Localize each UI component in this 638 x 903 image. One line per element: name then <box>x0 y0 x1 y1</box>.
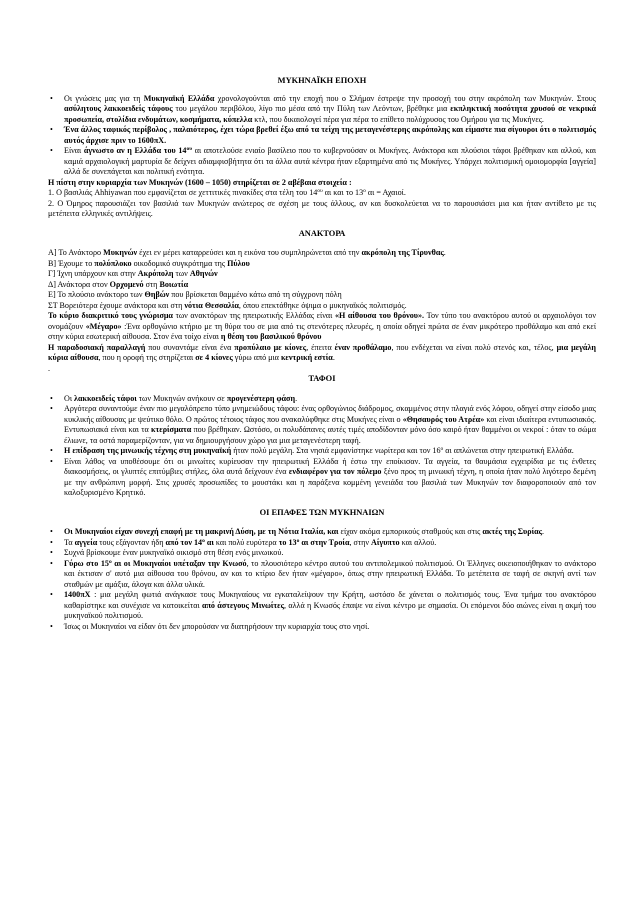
text-run: Αθηνών <box>189 269 218 278</box>
tombs-bullet-item <box>48 394 596 405</box>
bullet-text <box>64 94 596 124</box>
text-run: ο <box>440 446 444 452</box>
bullet-text <box>64 527 544 536</box>
intro-bullet-item <box>48 125 596 146</box>
bullet-text <box>64 394 297 403</box>
palaces-paragraph <box>48 248 596 259</box>
text-run: και πολύ ευρύτερα <box>213 537 279 547</box>
text-run: έχει εν μέρει καταρρεύσει και η εικόνα του συμπληρώνεται από την <box>137 248 362 257</box>
text-run: ΣΤ Βορειότερα έχουμε ανάκτορα και στη <box>48 300 185 310</box>
text-run: λακκοειδείς τάφοι <box>74 393 137 403</box>
text-run: Ακρόπολη <box>137 269 174 278</box>
intro-bullet-list <box>48 94 596 178</box>
text-run: προπύλαιο με κίονες <box>234 342 307 352</box>
text-run: αι στην Τροία <box>299 537 350 547</box>
text-run: Η παραδοσιακή παραλλαγή <box>48 342 146 352</box>
contacts-bullet-item <box>48 590 596 622</box>
text-run: , το πλουσιότερο κέντρο αυτού του αντιπολεμικού πολιτισμού. Οι Έλληνες οικειοποιήθηκαν το ανάκτορο και έκτισαν σ' αυτό μια αίθουσα του θρόνου, αν και το κτίριο δεν ήταν «μέγαρο», όπως στην ηπειρωτική Ελλάδα. Το μετέπειτα σε ταφή σε σκηνή αντί των σταθμών με αμάξια, άλογα και άλλα υλικά. <box>64 558 596 589</box>
bullet-text <box>64 622 369 631</box>
text-run: Γύρω στο 15 <box>64 558 109 568</box>
text-run: . <box>295 393 298 403</box>
contacts-bullet-list <box>48 527 596 632</box>
text-run: Αργότερα συναντούμε έναν πιο μεγαλόπρεπο τύπο μνημειώδους τάφου: ένας ορθογώνιος διάδρομος, σκαμμένος στην πλαγιά ενός λόφου, οδηγεί στην είσοδο μιας κυκλικής αίθουσας με ψεύτικο θόλο. Ο πρώτος τέτοιος τάφος που ανακαλύφθηκε στις Μυκήνες είναι ο <box>64 404 596 424</box>
text-run: και αλλού. <box>399 537 437 547</box>
text-run: από τον 14 <box>165 537 203 547</box>
text-run: «Θησαυρός του Ατρέα» <box>402 414 485 424</box>
text-run: στη <box>143 279 160 289</box>
text-run: Οι <box>64 393 75 403</box>
text-run: πολύπλοκο <box>94 258 132 268</box>
text-run: Η πίστη στην κυριαρχία των Μυκηνών (1600 – 1050) στηρίζεται σε 2 αβέβαια στοιχεία : <box>48 177 352 187</box>
palaces-trailing-dot: . <box>48 363 51 373</box>
text-run: «Η αίθουσα του θρόνου». <box>334 311 425 320</box>
contacts-bullet-item <box>48 548 596 559</box>
text-run: ο <box>202 537 205 544</box>
text-run: . <box>332 353 335 362</box>
bullet-icon: • <box>50 393 53 403</box>
intro-paragraph <box>48 188 596 199</box>
text-run: :Ένα ορθογώνιο κτήριο με τη θύρα του σε μια από τις στενότερες πλευρές, η οποία οδηγεί πρώτα σε έναν μικρότερο προθάλαμο και από εκεί στην κύρια εσωτερική αίθουσα. Στον ένα τοίχο είναι <box>48 321 596 341</box>
text-run: , που η οροφή της στηρίζεται <box>98 353 196 362</box>
text-run: αι αποτελούσε ενιαίο βασίλειο που το κυβερνούσαν οι Μυκήνες. Ανάκτορα και πλούσιοι τάφοι βρέθηκαν και αλλού, και καμιά αρχαιολογική μαρτυρία δε δείχνει αδιαμφισβήτητα ότι τα άλλα αυτά κέντρα ήταν εξαρτημένα από τις Μυκήνες. Υπάρχει πολιτισμική ομοιομορφία [αγγεία] αλλά δε συνεπάγεται και πολιτική ενότητα. <box>64 146 596 176</box>
bullet-icon: • <box>50 590 53 599</box>
text-run: είχαν ακόμα εμπορικούς σταθμούς και στις <box>338 527 483 536</box>
text-run: κτερίσματα <box>151 425 192 434</box>
bullet-text <box>64 125 596 145</box>
text-run: 1. Ο βασιλιάς Ahhiyawan που εμφανίζεται σε χεττιτικές πινακίδες στα τέλη του 14 <box>48 188 318 197</box>
text-run: έναν προθάλαμο <box>334 342 392 352</box>
text-run: Ίσως οι Μυκηναίοι να είδαν ότι δεν μπορούσαν να διατηρήσουν την κυριαρχία τους στο νησί. <box>64 621 370 631</box>
text-run: τους εξάγονταν ήδη <box>97 537 166 547</box>
text-run: , που ενδέχεται να είναι πολύ στενός και, τέλος, <box>391 342 557 352</box>
text-run: το 13 <box>278 537 297 547</box>
text-run: των ανακτόρων της ηπειρωτικής Ελλάδας είναι <box>172 311 335 320</box>
text-run: , στην <box>349 537 372 547</box>
text-run: χρονολογούνται από την εποχή που ο Σλήμαν έστρεψε την προσοχή του στην ακρόπολη των Μυκηνών. Στους <box>214 93 596 103</box>
bullet-text <box>64 404 596 445</box>
bullet-icon: • <box>50 446 53 455</box>
text-run: η θέση του βασιλικού θρόνου <box>220 332 322 341</box>
section-title-tombs: ΤΑΦΟΙ <box>308 374 336 383</box>
palaces-paragraph <box>48 301 596 312</box>
bullet-icon: • <box>50 146 53 155</box>
text-run: αγγεία <box>74 537 98 547</box>
text-run: ακτές της Συρίας <box>482 527 543 536</box>
text-run: ο <box>108 558 112 565</box>
text-run: από άστεγους Μινωίτες <box>201 600 285 610</box>
tombs-bullet-item <box>48 457 596 499</box>
text-run: Συχνά βρίσκουμε έναν μυκηναϊκό οικισμό στη θέση ενός μινωικού. <box>64 548 284 557</box>
bullet-icon: • <box>50 548 53 557</box>
text-run: Οι Μυκηναίοι είχαν συνεχή επαφή με τη μακρινή Δύση, με τη Νότια Ιταλία, και <box>64 527 339 536</box>
text-run: ου <box>186 146 193 152</box>
text-run: ξένο προς τη μινωική τέχνη, η οποία ήταν πολύ λιγότερο δεμένη με την ανθρώπινη μορφή. Στις χρυσές προσωπίδες το μουστάκι και η παράξενα κομμένη γενειάδα του βασιλιά των Μυκηνών τον διαφοροποιούν από τον καλοξυρισμένο Κρητικό. <box>64 467 596 497</box>
section-title-contacts: ΟΙ ΕΠΑΦΕΣ ΤΩΝ ΜΥΚΗΝΑΙΩΝ <box>259 507 385 517</box>
text-run: ο <box>363 188 366 194</box>
text-run: Είναι <box>64 146 84 155</box>
bullet-text <box>64 446 574 455</box>
contacts-bullet-item <box>48 559 596 591</box>
text-run: που βρίσκεται θαμμένο κάτω από τη σύγχρονη πόλη <box>169 290 342 299</box>
text-run: ασύλητους λακκοειδείς τάφους <box>64 104 173 113</box>
text-run: Αίγυπτο <box>371 537 400 547</box>
text-run: ενδιαφέρον για τον πόλεμο <box>288 467 382 476</box>
tombs-bullet-list <box>48 394 596 499</box>
text-run: 1400πΧ <box>64 590 91 599</box>
text-run: αι και το 13 <box>322 188 364 197</box>
text-run: κεντρική εστία <box>280 353 333 362</box>
text-run: που βρέθηκαν. Ωστόσο, οι πολυδάπανες αυτές τιμές αποδίδονταν μόνο όσο καιρό ήταν θαμμένοι οι νεκροί : όταν το σώμα έλιωνε, τα οστά παραμερίζονταν, για να δημιουργήσουν χώρο για μια μεταγενέστερη ταφή. <box>64 425 596 445</box>
palaces-paragraph <box>48 280 596 291</box>
text-run: . <box>443 248 446 257</box>
intro-bullet-item <box>48 94 596 126</box>
bullet-text <box>64 559 596 589</box>
text-run: του μεγάλου περιβόλου, λίγο πιο μέσα από την Πύλη των Λεόντων, βρέθηκε μια <box>172 104 451 113</box>
tombs-bullet-item <box>48 446 596 457</box>
text-run: Ένα άλλος ταφικός περίβολος , παλαιότερος, έχει τώρα βρεθεί έξω από τα τείχη της μεταγενέστερης ακρόπολης και είμαστε πια σίγουροι ότι ο πολιτισμός αυτός άρχισε πριν το 1600πΧ. <box>64 125 596 145</box>
text-run: κτλ, που δικαιολογεί πέρα για πέρα το επίθετο πολύχρυσος του Ομήρου για τις Μυκήνες. <box>252 114 544 124</box>
bullet-text <box>64 146 596 176</box>
text-run: ήταν πολύ μεγάλη. Στα νησιά εμφανίστηκε νωρίτερα και τον 16 <box>231 446 441 455</box>
bullet-text <box>64 590 596 620</box>
text-run: Μυκηνών <box>103 248 138 257</box>
text-run: , έπειτα <box>306 342 335 352</box>
text-run: άγνωστο αν η Ελλάδα του 14 <box>83 146 187 155</box>
intro-bullet-item <box>48 146 596 178</box>
text-run: Α] Το Ανάκτορο <box>48 248 104 257</box>
palaces-paragraph <box>48 269 596 280</box>
text-run: Είναι λάθος να υποθέσουμε ότι οι μινωίτες κυρίευσαν την ηπειρωτική Ελλάδα ή έστω την εποίκισαν. Τα αγγεία, τα θαυμάσια εγχειρίδια με τις ένθετες διακοσμήσεις, οι γλυπτές επιτύμβιες στήλες, όλα αυτά δείχνουν ένα <box>64 456 596 476</box>
text-run: προγενέστερη φάση <box>226 393 296 403</box>
text-run: που συναντάμε είναι ένα <box>145 342 235 352</box>
bullet-text <box>64 538 436 547</box>
text-run: Μυκηναϊκή Ελλάδα <box>143 93 215 103</box>
document-body <box>48 76 596 632</box>
text-run: Β] Έχουμε το <box>48 258 95 268</box>
bullet-text <box>64 548 283 557</box>
text-run: Η επίδραση της μινωικής τέχνης στη μυκηναϊκή <box>64 446 232 455</box>
text-run: εκπληκτική ποσότητα χρυσού σε νεκρικά προσωπεία, στολίδια ενδυμάτων, κοσμήματα, κύπελλα <box>64 104 596 124</box>
contacts-bullet-item <box>48 527 596 538</box>
bullet-icon: • <box>50 456 53 466</box>
text-run: ο <box>296 537 300 544</box>
text-run: ακρόπολη της Τίρυνθας <box>361 248 444 257</box>
bullet-icon: • <box>50 537 53 547</box>
text-run: Βοιωτία <box>159 279 189 289</box>
text-run: αι οι Μυκηναίοι υπέταξαν την Κνωσό <box>111 558 247 568</box>
text-run: : μια μεγάλη φωτιά ανάγκασε τους Μυκηναίους να εγκαταλείψουν την Κρήτη, ωστόσο δε χάνεται ο πολιτισμός τους. Ένα τμήμα του ανακτόρου καθαρίστηκε και συνέχισε να κατοικείται <box>64 590 596 610</box>
text-run: των Μυκηνών ανήκουν σε <box>136 393 227 403</box>
text-run: Οι γνώσεις μας για τη <box>64 93 144 103</box>
palaces-paragraph <box>48 311 596 343</box>
text-run: Τον τύπο του ανακτόρου αυτού οι αρχαιολόγοι τον ονομάζουν <box>48 311 596 331</box>
bullet-icon: • <box>50 125 53 134</box>
section-title-palaces: ΑΝΑΚΤΟΡΑ <box>298 228 346 238</box>
text-run: γύρω από μια <box>232 353 281 362</box>
palaces-paragraph <box>48 343 596 364</box>
bullet-icon: • <box>50 621 53 631</box>
text-run: , όπου επεκτάθηκε όψιμα ο μυκηναϊκός πολιτισμός. <box>238 300 407 310</box>
text-run: ου <box>317 188 323 194</box>
text-run: Θηβών <box>144 290 170 299</box>
text-run: Τα <box>64 537 75 547</box>
text-run: Δ] Ανάκτορα στον <box>48 279 110 289</box>
intro-paragraph <box>48 199 596 220</box>
tombs-bullet-item <box>48 404 596 446</box>
text-run: Το κύριο διακριτικό τους γνώρισμα <box>48 311 173 320</box>
text-run: μια μεγάλη κύρια αίθουσα <box>48 342 597 362</box>
text-run: «Μέγαρο» <box>85 321 122 331</box>
bullet-icon: • <box>50 93 53 103</box>
intro-paragraph <box>48 178 596 189</box>
palaces-paragraph <box>48 290 596 301</box>
text-run: αι = Αχαιοί. <box>365 188 406 197</box>
text-run: Πύλου <box>227 258 250 268</box>
text-run: αι απλώνεται στην ηπειρωτική Ελλάδα. <box>443 446 574 455</box>
text-run: , αλλά η Κνωσός έπαψε να είναι κέντρο με σημασία. Οι επόμενοι δύο αιώνες είναι η ακμή του μυκηναϊκού πολιτισμού. <box>64 600 596 620</box>
bullet-icon: • <box>50 558 53 568</box>
contacts-bullet-item <box>48 538 596 549</box>
text-run: αι <box>204 537 214 547</box>
page-title: ΜΥΚΗΝΑΪΚΗ ΕΠΟΧΗ <box>277 76 367 85</box>
text-run: . <box>542 527 545 536</box>
text-run: και είναι ιδιαίτερα εντυπωσιακός. Εντυπωσιακά είναι και τα <box>64 414 596 434</box>
text-run: Ορχομενό <box>109 279 144 289</box>
bullet-text <box>64 457 596 498</box>
text-run: Γ] Ίχνη υπάρχουν και στην <box>48 269 138 278</box>
text-run: των <box>173 269 190 278</box>
bullet-icon: • <box>50 527 53 536</box>
palaces-paragraphs <box>48 248 596 364</box>
palaces-paragraph <box>48 259 596 270</box>
text-run: σε 4 κίονες <box>195 353 233 362</box>
text-run: Ε] Το πλούσιο ανάκτορο των <box>48 290 145 299</box>
contacts-bullet-item <box>48 622 596 633</box>
text-run: 2. Ο Όμηρος παρουσιάζει τον βασιλιά των Μυκηνών ανώτερος σε σχέση με τους άλλους, αν και δυσκολεύεται να το παρουσιάσει μια και ήταν αντίθετο με τις μετέπειτα ελληνικές αντιλήψεις. <box>48 198 596 218</box>
text-run: οικοδομικό συγκρότημα της <box>131 258 228 268</box>
intro-paragraphs <box>48 178 596 220</box>
bullet-icon: • <box>50 404 53 413</box>
text-run: νότια Θεσσαλία <box>184 300 239 310</box>
